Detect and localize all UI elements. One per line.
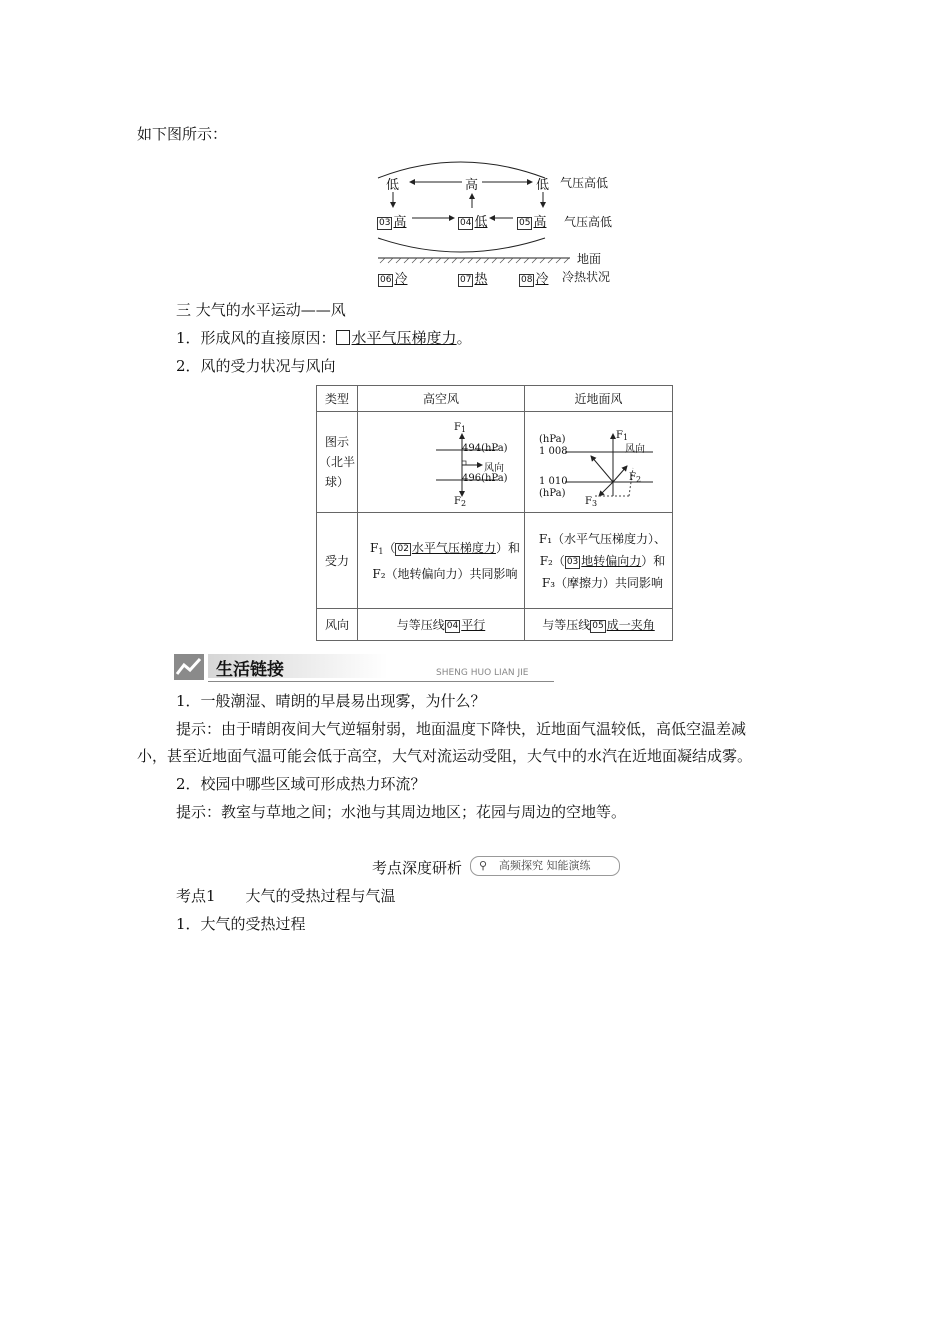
- item2: 2．风的受力状况与风向: [176, 357, 336, 375]
- high-f1-label: $F_1$: [454, 422, 467, 434]
- kaodian-title: 考点1 大气的受热过程与气温: [176, 887, 396, 905]
- high-altitude-direction: 与等压线 04 平行: [358, 609, 525, 641]
- mid-left-cell: [377, 211, 406, 230]
- blank-number: 04: [460, 218, 472, 228]
- isobar-494-label: 494(hPa): [462, 443, 508, 454]
- bot-left-answer: 冷: [394, 272, 408, 287]
- chart-trend-icon: [172, 650, 206, 682]
- mid-right-cell: [517, 211, 546, 230]
- answer-2: 提示：教室与草地之间；水池与其周边地区；花园与周边的空地等。: [176, 803, 627, 821]
- near-surface-diagram-cell: [525, 412, 673, 513]
- row-force-label: 受力: [317, 513, 358, 609]
- near-f1-label: $F_1$: [616, 430, 629, 442]
- circulation-diagram: [370, 150, 630, 290]
- item1-suffix: 。: [456, 329, 472, 347]
- top-row-label: 气压高低: [560, 176, 609, 190]
- bot-row-label: 冷热状况: [562, 270, 611, 284]
- bot-center-cell: [458, 268, 487, 287]
- life-link-banner: [172, 650, 554, 684]
- question-2: 2．校园中哪些区域可形成热力环流？: [176, 775, 426, 793]
- banner-rule: [208, 681, 554, 682]
- near-force-line3: F₃（摩擦力）共同影响: [541, 575, 664, 590]
- high-f2-label: $F_2$: [454, 496, 467, 508]
- magnifier-icon: ⚲: [479, 859, 488, 872]
- bot-center-answer: 热: [474, 272, 488, 287]
- mid-right-answer: 高: [533, 215, 547, 230]
- blank-box: [336, 330, 350, 345]
- blank-number: 03: [566, 556, 579, 567]
- header-high-altitude: 高空风: [358, 386, 525, 412]
- near-force-line2: F₂（ 03 地转偏向力）和: [539, 553, 666, 568]
- section-heading: 考点深度研析: [372, 859, 463, 877]
- bot-left-cell: [378, 268, 407, 287]
- item1-prefix: 1．形成风的直接原因：: [176, 329, 336, 347]
- blank-number: 07: [460, 275, 472, 285]
- header-near-surface: 近地面风: [525, 386, 673, 412]
- blank-number: 08: [521, 275, 533, 285]
- high-direction-answer: 平行: [461, 618, 486, 632]
- isobar-496-label: 496(hPa): [462, 473, 508, 484]
- high-wind-direction-label: 风向: [484, 463, 504, 474]
- near-surface-forces: [525, 513, 673, 609]
- bot-right-answer: 冷: [535, 272, 549, 287]
- blank-number: 04: [446, 621, 459, 631]
- bot-right-cell: [519, 268, 548, 287]
- header-type: 类型: [317, 386, 358, 412]
- ground-label: 地面: [577, 252, 602, 266]
- section3-title: 三 大气的水平运动——风: [176, 301, 346, 319]
- answer-1-line-2: 小，甚至近地面气温可能会低于高空，大气对流运动受阻，大气中的水汽在近地面凝结成雾。: [137, 747, 753, 765]
- mid-center-answer: 低: [474, 215, 488, 230]
- top-left-low: 低: [386, 178, 400, 193]
- section-tag-text: 高频探究 知能演练: [499, 859, 591, 872]
- banner-subtitle: SHENG HUO LIAN JIE: [436, 668, 529, 678]
- top-center-high: 高: [465, 178, 479, 193]
- blank-number: 05: [592, 621, 604, 631]
- isobar-1010-label: 1 010: [539, 476, 568, 487]
- section-tag-pill: [470, 856, 620, 876]
- near-hpa-label-top: (hPa): [539, 434, 566, 445]
- top-right-low: 低: [536, 178, 550, 193]
- banner-title: 生活链接: [216, 660, 284, 680]
- kaodian-item-1: 1．大气的受热过程: [176, 915, 306, 933]
- high-force-line1: $F_1$（ 02 水平气压梯度力）和: [370, 540, 520, 556]
- item1-answer: 水平气压梯度力: [351, 329, 457, 347]
- high-altitude-forces: [358, 513, 525, 609]
- row-diagram-label-1: 图示: [324, 435, 349, 449]
- row-diagram-label: [317, 412, 358, 513]
- row-diagram-label-2: （北半: [318, 455, 355, 469]
- high-force-answer: 水平气压梯度力: [411, 540, 496, 555]
- near-surface-direction: 与等压线 05 成一夹角: [525, 609, 673, 641]
- answer-1-line-1: 提示：由于晴朗夜间大气逆辐射弱，地面温度下降快，近地面气温较低，高低空温差减: [176, 720, 747, 738]
- mid-center-cell: [458, 211, 487, 230]
- near-wind-direction-label: 风向: [625, 444, 645, 455]
- near-f2-label: $F_2$: [629, 472, 642, 484]
- blank-number: 05: [519, 218, 531, 228]
- row-diagram-label-3: 球）: [324, 475, 349, 489]
- near-force-answer: 地转偏向力: [581, 553, 642, 568]
- isobar-1008-label: 1 008: [539, 446, 568, 457]
- question-1: 1．一般潮湿、晴朗的早晨易出现雾，为什么？: [176, 692, 486, 710]
- near-f3-label: $F_3$: [585, 496, 598, 508]
- high-altitude-diagram-cell: [358, 412, 525, 513]
- near-hpa-label-bottom: (hPa): [539, 488, 566, 499]
- wind-force-table: [316, 385, 673, 641]
- high-force-line2: F₂（地转偏向力）共同影响: [372, 566, 518, 581]
- item1: [176, 328, 472, 348]
- near-force-line1: F₁（水平气压梯度力）、: [538, 531, 667, 546]
- mid-left-answer: 高: [393, 215, 407, 230]
- near-direction-answer: 成一夹角: [606, 618, 655, 632]
- blank-number: 06: [380, 275, 392, 285]
- blank-number: 03: [379, 218, 391, 228]
- mid-row-label: 气压高低: [564, 215, 613, 229]
- row-direction-label: 风向: [317, 609, 358, 641]
- intro-text: 如下图所示：: [137, 125, 228, 143]
- blank-number: 02: [397, 543, 409, 554]
